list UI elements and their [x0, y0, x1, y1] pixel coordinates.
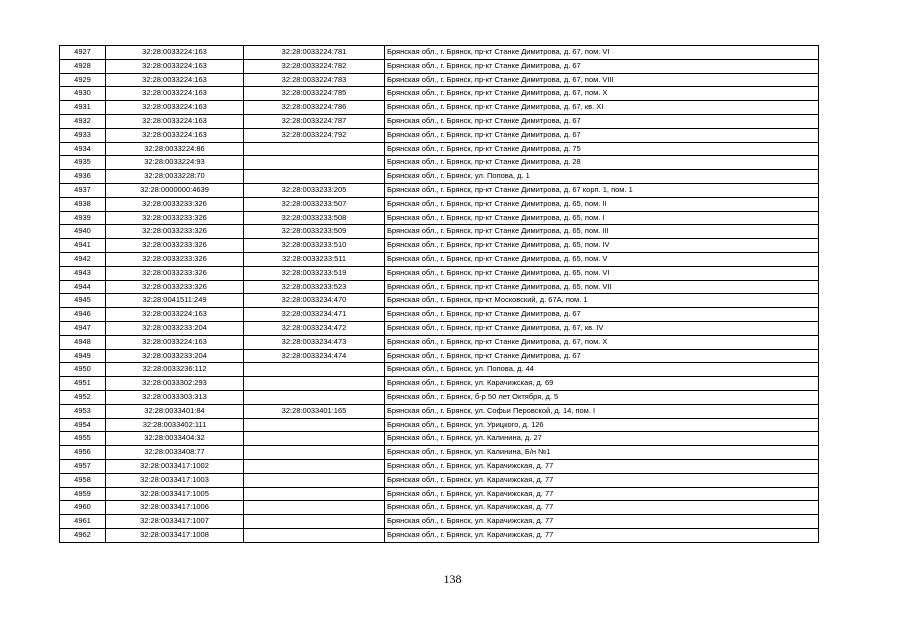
address-cell: Брянская обл., г. Брянск, пр-кт Московский, д. 67А, пом. 1	[385, 294, 819, 308]
parcel-number-cell: 32:28:0033233:326	[106, 211, 244, 225]
row-number-cell: 4948	[60, 335, 106, 349]
row-number-cell: 4946	[60, 308, 106, 322]
parcel-number-cell: 32:28:0033233:204	[106, 349, 244, 363]
parcel-number-cell: 32:28:0033417:1003	[106, 473, 244, 487]
table-row	[60, 73, 819, 87]
row-number-cell: 4959	[60, 487, 106, 501]
row-number-cell: 4935	[60, 156, 106, 170]
parcel-number-cell: 32:28:0033233:326	[106, 197, 244, 211]
object-number-cell	[244, 473, 385, 487]
address-cell: Брянская обл., г. Брянск, пр-кт Станке Димитрова, д. 28	[385, 156, 819, 170]
row-number-cell: 4944	[60, 280, 106, 294]
row-number-cell: 4955	[60, 432, 106, 446]
object-number-cell: 32:28:0033233:509	[244, 225, 385, 239]
parcel-number-cell: 32:28:0033233:326	[106, 280, 244, 294]
table-row	[60, 252, 819, 266]
parcel-number-cell: 32:28:0033408:77	[106, 446, 244, 460]
row-number-cell: 4941	[60, 239, 106, 253]
address-cell: Брянская обл., г. Брянск, ул. Калинина, д. 27	[385, 432, 819, 446]
row-number-cell: 4953	[60, 404, 106, 418]
table-row	[60, 266, 819, 280]
row-number-cell: 4951	[60, 377, 106, 391]
object-number-cell	[244, 432, 385, 446]
row-number-cell: 4936	[60, 170, 106, 184]
address-cell: Брянская обл., г. Брянск, ул. Попова, д. 1	[385, 170, 819, 184]
table-row	[60, 473, 819, 487]
row-number-cell: 4939	[60, 211, 106, 225]
row-number-cell: 4937	[60, 183, 106, 197]
address-cell: Брянская обл., г. Брянск, ул. Урицкого, д. 126	[385, 418, 819, 432]
address-cell: Брянская обл., г. Брянск, ул. Карачижская, д. 77	[385, 459, 819, 473]
row-number-cell: 4943	[60, 266, 106, 280]
property-table-body	[60, 46, 819, 543]
row-number-cell: 4938	[60, 197, 106, 211]
table-row	[60, 528, 819, 542]
row-number-cell: 4940	[60, 225, 106, 239]
object-number-cell: 32:28:0033234:472	[244, 321, 385, 335]
object-number-cell: 32:28:0033224:781	[244, 46, 385, 60]
address-cell: Брянская обл., г. Брянск, пр-кт Станке Димитрова, д. 67	[385, 349, 819, 363]
address-cell: Брянская обл., г. Брянск, ул. Карачижская, д. 77	[385, 528, 819, 542]
object-number-cell: 32:28:0033234:474	[244, 349, 385, 363]
object-number-cell	[244, 459, 385, 473]
row-number-cell: 4933	[60, 128, 106, 142]
parcel-number-cell: 32:28:0033233:204	[106, 321, 244, 335]
table-row	[60, 349, 819, 363]
address-cell: Брянская обл., г. Брянск, пр-кт Станке Димитрова, д. 65, пом. II	[385, 197, 819, 211]
object-number-cell: 32:28:0033233:508	[244, 211, 385, 225]
table-row	[60, 225, 819, 239]
table-row	[60, 377, 819, 391]
parcel-number-cell: 32:28:0033302:293	[106, 377, 244, 391]
object-number-cell: 32:28:0033234:470	[244, 294, 385, 308]
address-cell: Брянская обл., г. Брянск, пр-кт Станке Димитрова, д. 65, пом. VII	[385, 280, 819, 294]
row-number-cell: 4945	[60, 294, 106, 308]
row-number-cell: 4934	[60, 142, 106, 156]
parcel-number-cell: 32:28:0033402:111	[106, 418, 244, 432]
address-cell: Брянская обл., г. Брянск, пр-кт Станке Димитрова, д. 67	[385, 128, 819, 142]
table-row	[60, 128, 819, 142]
address-cell: Брянская обл., г. Брянск, ул. Софьи Перовской, д. 14, пом. I	[385, 404, 819, 418]
table-row	[60, 170, 819, 184]
parcel-number-cell: 32:28:0033224:163	[106, 114, 244, 128]
object-number-cell: 32:28:0033234:471	[244, 308, 385, 322]
parcel-number-cell: 32:28:0033404:32	[106, 432, 244, 446]
object-number-cell: 32:28:0033224:782	[244, 59, 385, 73]
object-number-cell	[244, 501, 385, 515]
object-number-cell	[244, 156, 385, 170]
table-row	[60, 101, 819, 115]
address-cell: Брянская обл., г. Брянск, б-р 50 лет Октября, д. 5	[385, 390, 819, 404]
object-number-cell	[244, 363, 385, 377]
parcel-number-cell: 32:28:0033233:326	[106, 252, 244, 266]
address-cell: Брянская обл., г. Брянск, пр-кт Станке Димитрова, д. 67	[385, 308, 819, 322]
parcel-number-cell: 32:28:0033233:326	[106, 225, 244, 239]
object-number-cell: 32:28:0033233:510	[244, 239, 385, 253]
object-number-cell: 32:28:0033401:165	[244, 404, 385, 418]
object-number-cell: 32:28:0033233:507	[244, 197, 385, 211]
table-row	[60, 197, 819, 211]
address-cell: Брянская обл., г. Брянск, ул. Калинина, Б/н №1	[385, 446, 819, 460]
object-number-cell: 32:28:0033224:792	[244, 128, 385, 142]
row-number-cell: 4929	[60, 73, 106, 87]
page-number: 138	[443, 572, 462, 586]
address-cell: Брянская обл., г. Брянск, пр-кт Станке Димитрова, д. 67, пом. X	[385, 87, 819, 101]
parcel-number-cell: 32:28:0033417:1005	[106, 487, 244, 501]
table-row	[60, 390, 819, 404]
address-cell: Брянская обл., г. Брянск, пр-кт Станке Димитрова, д. 67, кв. IV	[385, 321, 819, 335]
row-number-cell: 4942	[60, 252, 106, 266]
table-row	[60, 363, 819, 377]
object-number-cell	[244, 390, 385, 404]
row-number-cell: 4958	[60, 473, 106, 487]
row-number-cell: 4950	[60, 363, 106, 377]
object-number-cell	[244, 418, 385, 432]
address-cell: Брянская обл., г. Брянск, пр-кт Станке Димитрова, д. 65, пом. I	[385, 211, 819, 225]
address-cell: Брянская обл., г. Брянск, пр-кт Станке Димитрова, д. 65, пом. III	[385, 225, 819, 239]
address-cell: Брянская обл., г. Брянск, ул. Попова, д. 44	[385, 363, 819, 377]
parcel-number-cell: 32:28:0033417:1002	[106, 459, 244, 473]
parcel-number-cell: 32:28:0033417:1007	[106, 515, 244, 529]
object-number-cell	[244, 170, 385, 184]
row-number-cell: 4932	[60, 114, 106, 128]
row-number-cell: 4954	[60, 418, 106, 432]
table-row	[60, 156, 819, 170]
address-cell: Брянская обл., г. Брянск, ул. Карачижская, д. 77	[385, 473, 819, 487]
table-row	[60, 335, 819, 349]
parcel-number-cell: 32:28:0033236:112	[106, 363, 244, 377]
address-cell: Брянская обл., г. Брянск, пр-кт Станке Димитрова, д. 67, кв. XI	[385, 101, 819, 115]
table-row	[60, 321, 819, 335]
table-row	[60, 432, 819, 446]
row-number-cell: 4962	[60, 528, 106, 542]
table-row	[60, 515, 819, 529]
table-row	[60, 280, 819, 294]
object-number-cell: 32:28:0033233:511	[244, 252, 385, 266]
table-row	[60, 418, 819, 432]
address-cell: Брянская обл., г. Брянск, пр-кт Станке Димитрова, д. 67	[385, 59, 819, 73]
row-number-cell: 4928	[60, 59, 106, 73]
address-cell: Брянская обл., г. Брянск, ул. Карачижская, д. 77	[385, 515, 819, 529]
parcel-number-cell: 32:28:0033224:163	[106, 335, 244, 349]
table-row	[60, 501, 819, 515]
parcel-number-cell: 32:28:0041511:249	[106, 294, 244, 308]
table-row	[60, 404, 819, 418]
object-number-cell	[244, 487, 385, 501]
property-table	[59, 45, 819, 543]
object-number-cell: 32:28:0033224:786	[244, 101, 385, 115]
parcel-number-cell: 32:28:0033224:93	[106, 156, 244, 170]
row-number-cell: 4930	[60, 87, 106, 101]
address-cell: Брянская обл., г. Брянск, пр-кт Станке Димитрова, д. 67 корп. 1, пом. 1	[385, 183, 819, 197]
parcel-number-cell: 32:28:0000000:4639	[106, 183, 244, 197]
row-number-cell: 4961	[60, 515, 106, 529]
address-cell: Брянская обл., г. Брянск, пр-кт Станке Димитрова, д. 67, пом. VIII	[385, 73, 819, 87]
object-number-cell: 32:28:0033224:787	[244, 114, 385, 128]
parcel-number-cell: 32:28:0033233:326	[106, 239, 244, 253]
parcel-number-cell: 32:28:0033224:163	[106, 73, 244, 87]
parcel-number-cell: 32:28:0033401:84	[106, 404, 244, 418]
table-row	[60, 211, 819, 225]
parcel-number-cell: 32:28:0033224:163	[106, 308, 244, 322]
parcel-number-cell: 32:28:0033303:313	[106, 390, 244, 404]
parcel-number-cell: 32:28:0033233:326	[106, 266, 244, 280]
row-number-cell: 4931	[60, 101, 106, 115]
row-number-cell: 4960	[60, 501, 106, 515]
row-number-cell: 4949	[60, 349, 106, 363]
object-number-cell: 32:28:0033224:785	[244, 87, 385, 101]
parcel-number-cell: 32:28:0033224:163	[106, 46, 244, 60]
table-row	[60, 459, 819, 473]
address-cell: Брянская обл., г. Брянск, пр-кт Станке Димитрова, д. 65, пом. VI	[385, 266, 819, 280]
table-row	[60, 183, 819, 197]
object-number-cell: 32:28:0033233:519	[244, 266, 385, 280]
object-number-cell	[244, 446, 385, 460]
table-row	[60, 308, 819, 322]
row-number-cell: 4956	[60, 446, 106, 460]
table-row	[60, 294, 819, 308]
table-row	[60, 142, 819, 156]
object-number-cell: 32:28:0033234:473	[244, 335, 385, 349]
object-number-cell	[244, 528, 385, 542]
address-cell: Брянская обл., г. Брянск, пр-кт Станке Димитрова, д. 67	[385, 114, 819, 128]
address-cell: Брянская обл., г. Брянск, ул. Карачижская, д. 69	[385, 377, 819, 391]
parcel-number-cell: 32:28:0033224:163	[106, 59, 244, 73]
address-cell: Брянская обл., г. Брянск, пр-кт Станке Димитрова, д. 67, пом. VI	[385, 46, 819, 60]
table-row	[60, 46, 819, 60]
table-row	[60, 114, 819, 128]
object-number-cell	[244, 142, 385, 156]
row-number-cell: 4947	[60, 321, 106, 335]
table-row	[60, 446, 819, 460]
address-cell: Брянская обл., г. Брянск, пр-кт Станке Димитрова, д. 65, пом. IV	[385, 239, 819, 253]
row-number-cell: 4952	[60, 390, 106, 404]
parcel-number-cell: 32:28:0033417:1006	[106, 501, 244, 515]
object-number-cell: 32:28:0033224:783	[244, 73, 385, 87]
table-row	[60, 239, 819, 253]
parcel-number-cell: 32:28:0033224:86	[106, 142, 244, 156]
row-number-cell: 4927	[60, 46, 106, 60]
parcel-number-cell: 32:28:0033224:163	[106, 101, 244, 115]
address-cell: Брянская обл., г. Брянск, ул. Карачижская, д. 77	[385, 487, 819, 501]
parcel-number-cell: 32:28:0033224:163	[106, 128, 244, 142]
parcel-number-cell: 32:28:0033228:70	[106, 170, 244, 184]
object-number-cell	[244, 515, 385, 529]
parcel-number-cell: 32:28:0033417:1008	[106, 528, 244, 542]
address-cell: Брянская обл., г. Брянск, пр-кт Станке Димитрова, д. 65, пом. V	[385, 252, 819, 266]
address-cell: Брянская обл., г. Брянск, пр-кт Станке Димитрова, д. 75	[385, 142, 819, 156]
table-row	[60, 59, 819, 73]
object-number-cell: 32:28:0033233:523	[244, 280, 385, 294]
table-row	[60, 87, 819, 101]
address-cell: Брянская обл., г. Брянск, пр-кт Станке Димитрова, д. 67, пом. X	[385, 335, 819, 349]
parcel-number-cell: 32:28:0033224:163	[106, 87, 244, 101]
object-number-cell: 32:28:0033233:205	[244, 183, 385, 197]
row-number-cell: 4957	[60, 459, 106, 473]
address-cell: Брянская обл., г. Брянск, ул. Карачижская, д. 77	[385, 501, 819, 515]
object-number-cell	[244, 377, 385, 391]
table-row	[60, 487, 819, 501]
